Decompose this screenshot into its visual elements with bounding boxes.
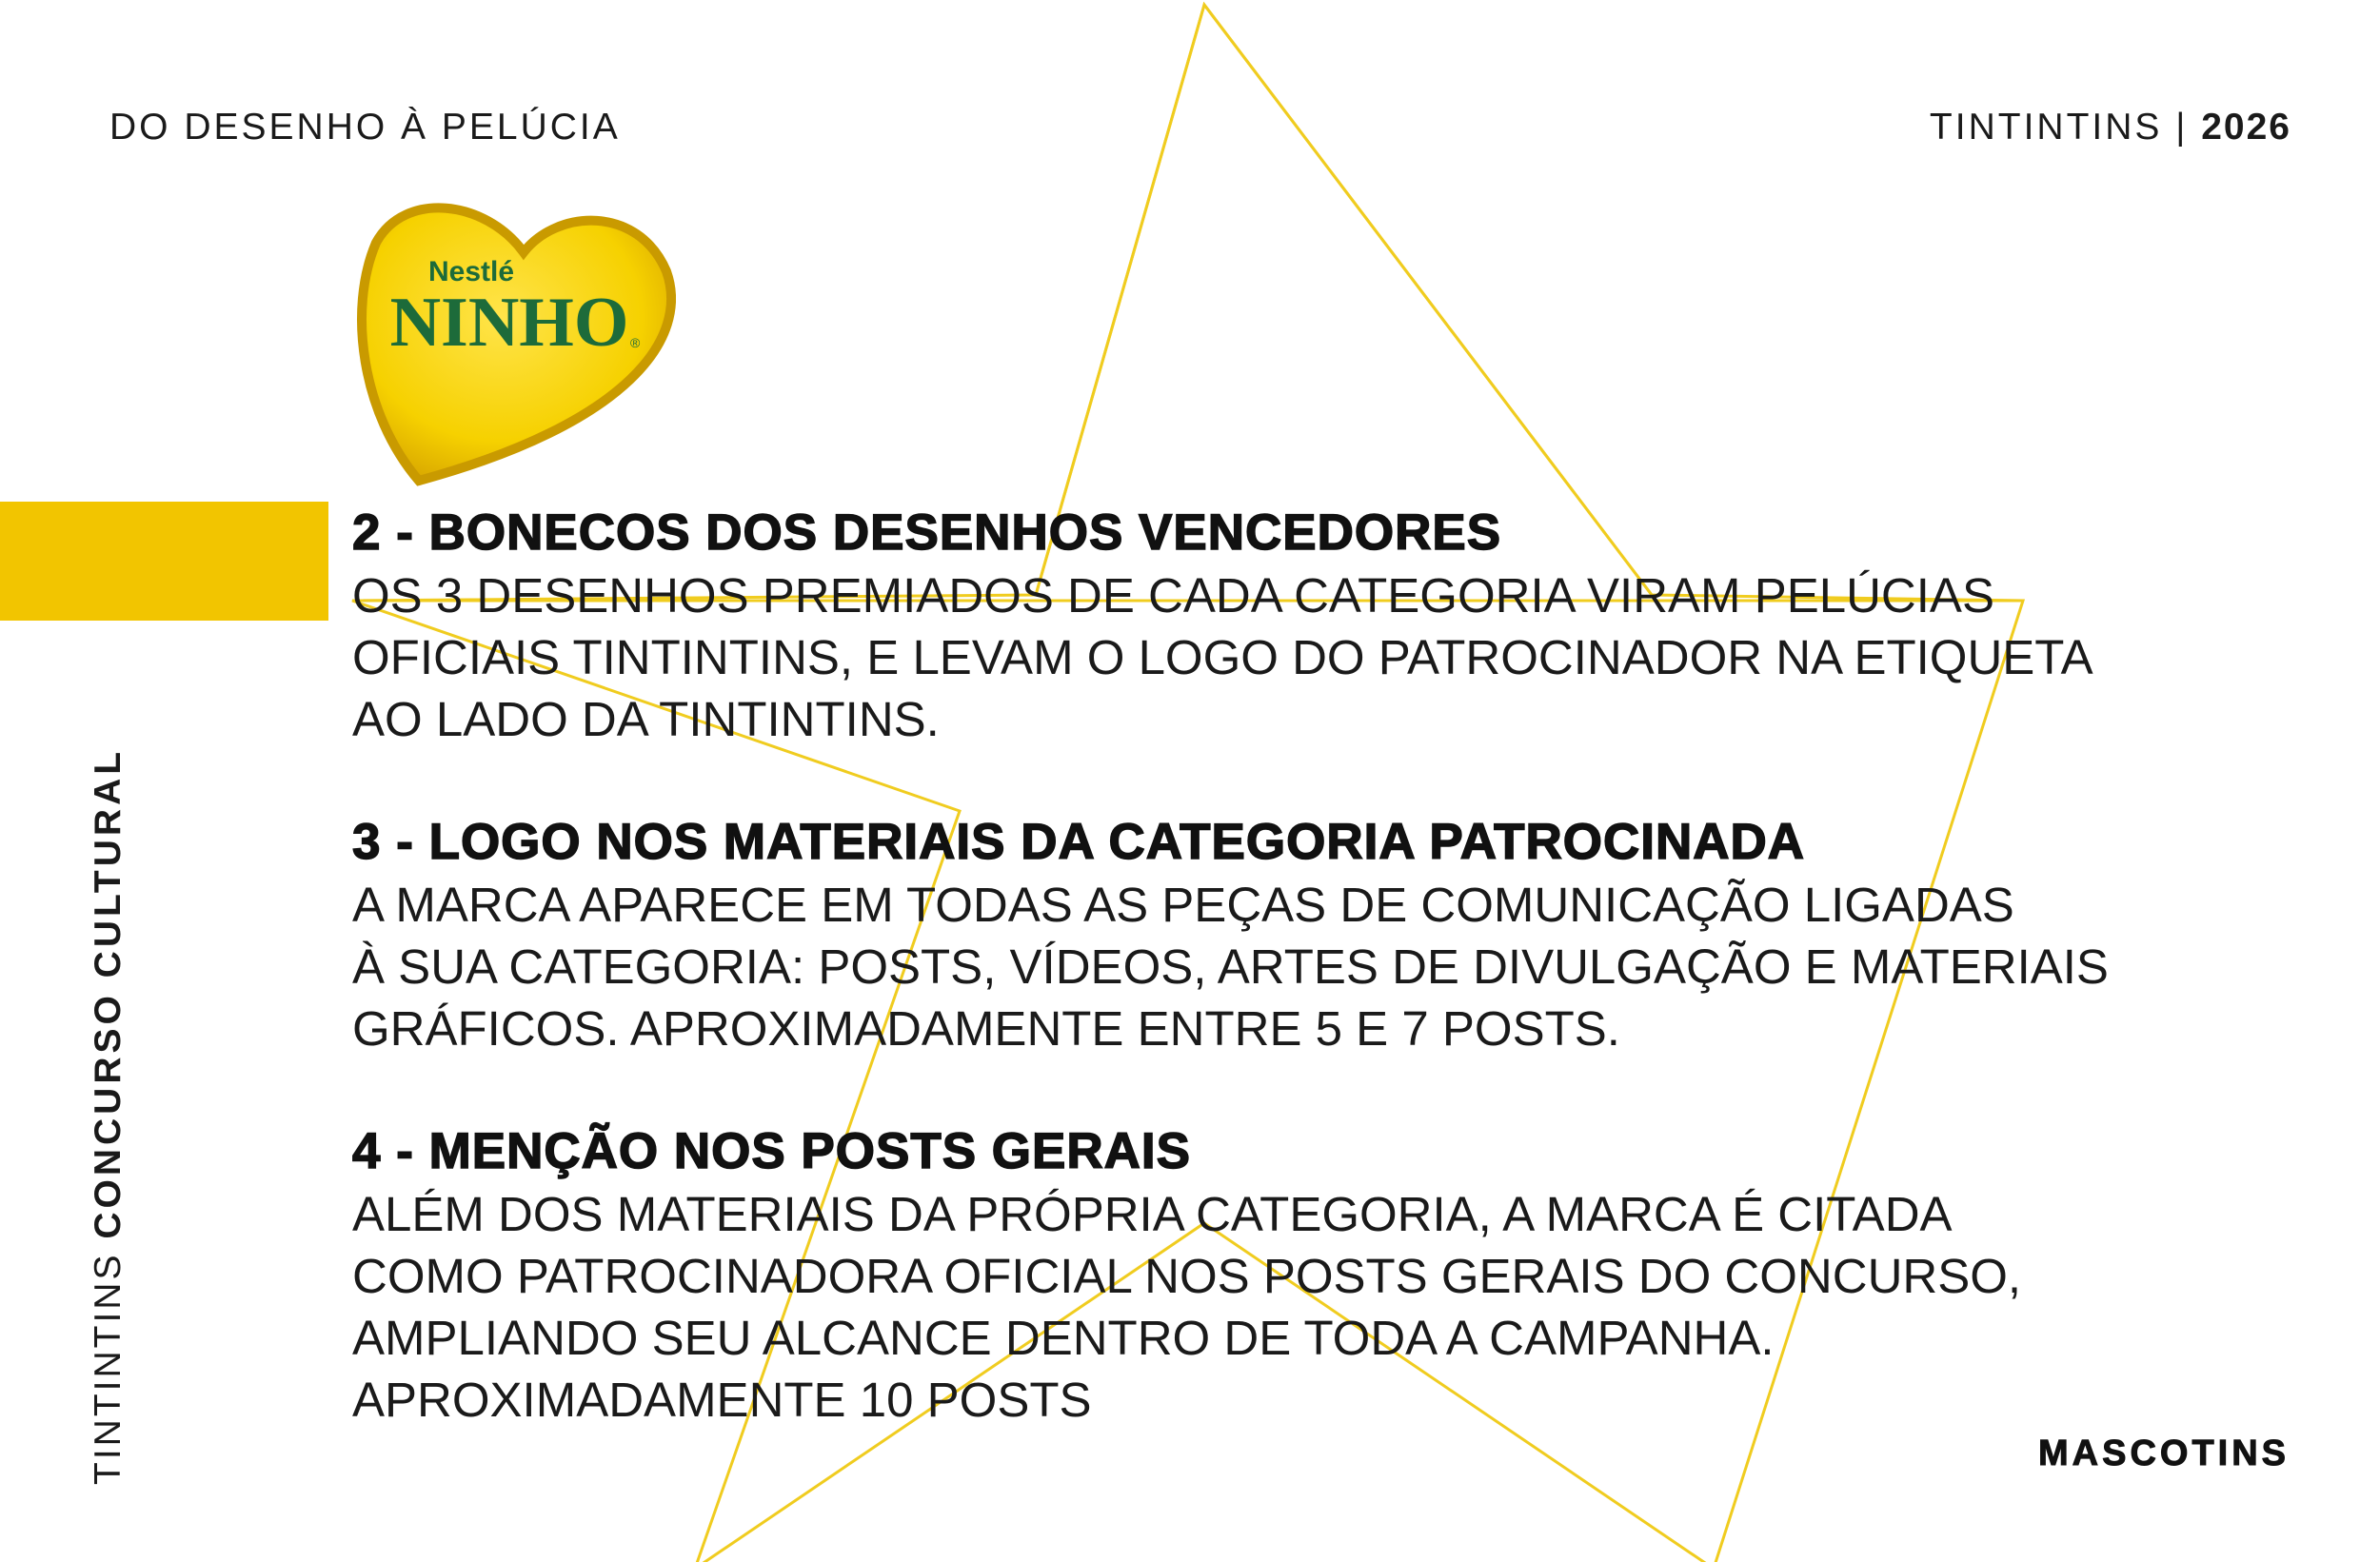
side-label bbox=[88, 748, 129, 1485]
section-title: 3 - LOGO NOS MATERIAIS DA CATEGORIA PATROCINADA bbox=[352, 814, 1806, 870]
logo-registered-mark: ® bbox=[630, 335, 641, 350]
section-mencao-posts bbox=[352, 1120, 2209, 1431]
header-brand: TINTINTINS bbox=[1929, 107, 2163, 148]
section-title: 2 - BONECOS DOS DESENHOS VENCEDORES bbox=[352, 504, 1502, 561]
section-body: OS 3 DESENHOS PREMIADOS DE CADA CATEGORIA VIRAM PELÚCIAS OFICIAIS TINTINTINS, E LEVAM O LOGO DO PATROCINADOR NA ETIQUETA AO LADO DA TINTINTINS. bbox=[352, 568, 2093, 746]
main-content bbox=[352, 502, 2209, 1492]
side-label-regular: TINTINTINS bbox=[88, 1252, 129, 1485]
section-logo-materiais bbox=[352, 811, 2209, 1059]
header-separator: | bbox=[2175, 107, 2189, 148]
section-bonecos bbox=[352, 502, 2209, 750]
header-subtitle: DO DESENHO À PELÚCIA bbox=[109, 107, 621, 148]
logo-brand-top: Nestlé bbox=[427, 256, 515, 287]
accent-bar bbox=[0, 502, 328, 621]
footer-tag: MASCOTINS bbox=[2038, 1433, 2290, 1473]
section-body: A MARCA APARECE EM TODAS AS PEÇAS DE COMUNICAÇÃO LIGADAS À SUA CATEGORIA: POSTS, VÍDEOS, ARTES DE DIVULGAÇÃO E MATERIAIS GRÁFICOS. APROXIMADAMENTE ENTRE 5 E 7 POSTS. bbox=[352, 878, 2109, 1056]
header-year: 2026 bbox=[2201, 107, 2291, 148]
logo-brand-main: NINHO bbox=[389, 284, 629, 362]
ninho-logo bbox=[352, 195, 676, 490]
section-title: 4 - MENÇÃO NOS POSTS GERAIS bbox=[352, 1123, 1192, 1179]
header-brand-year bbox=[1930, 107, 2291, 148]
section-body: ALÉM DOS MATERIAIS DA PRÓPRIA CATEGORIA, A MARCA É CITADA COMO PATROCINADORA OFICIAL NOS POSTS GERAIS DO CONCURSO, AMPLIANDO SEU ALCANCE DENTRO DE TODA A CAMPANHA. APROXIMADAMENTE 10 POSTS bbox=[352, 1187, 2022, 1427]
side-label-bold: CONCURSO CULTURAL bbox=[88, 747, 129, 1239]
